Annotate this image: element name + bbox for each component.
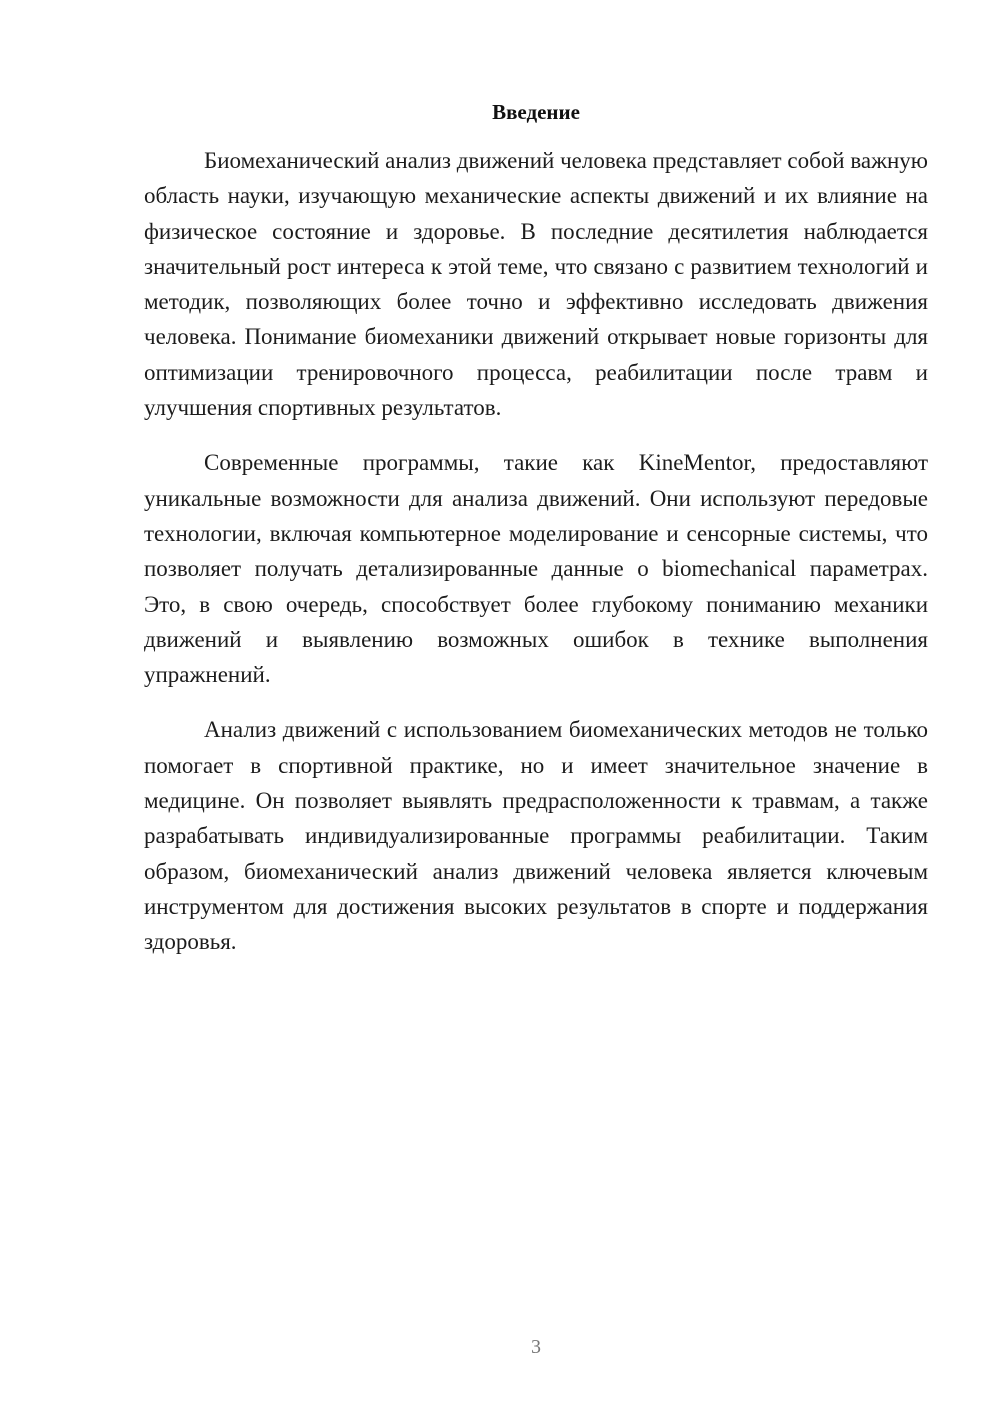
paragraph-1: Биомеханический анализ движений человека представляет собой важную область науки, изучающую механические аспекты движений и их влияние на физическое состояние и здоровье. В последние десятилетия наблюдается значительный рост интереса к этой теме, что связано с развитием технологий и методик, позволяющих более точно и эффективно исследовать движения человека. Понимание биомеханики движений открывает новые горизонты для оптимизации тренировочного процесса, реабилитации после травм и улучшения спортивных результатов.: [144, 148, 928, 421]
paragraph-2: Современные программы, такие как KineMentor, предоставляют уникальные возможности для анализа движений. Они используют передовые технологии, включая компьютерное моделирование и сенсорные системы, что позволяет получать детализированные данные о biomechanical параметрах. Это, в свою очередь, способствует более глубокому пониманию механики движений и выявлению возможных ошибок в технике выполнения упражнений.: [144, 450, 928, 688]
section-heading: Введение: [492, 100, 580, 124]
page-number: 3: [531, 1336, 541, 1358]
body-text: [144, 143, 928, 980]
paragraph-3: Анализ движений с использованием биомеханических методов не только помогает в спортивной практике, но и имеет значительное значение в медицине. Он позволяет выявлять предрасположенности к травмам, а также разрабатывать индивидуализированные программы реабилитации. Таким образом, биомеханический анализ движений человека является ключевым инструментом для достижения высоких результатов в спорте и поддержания здоровья.: [144, 717, 928, 955]
